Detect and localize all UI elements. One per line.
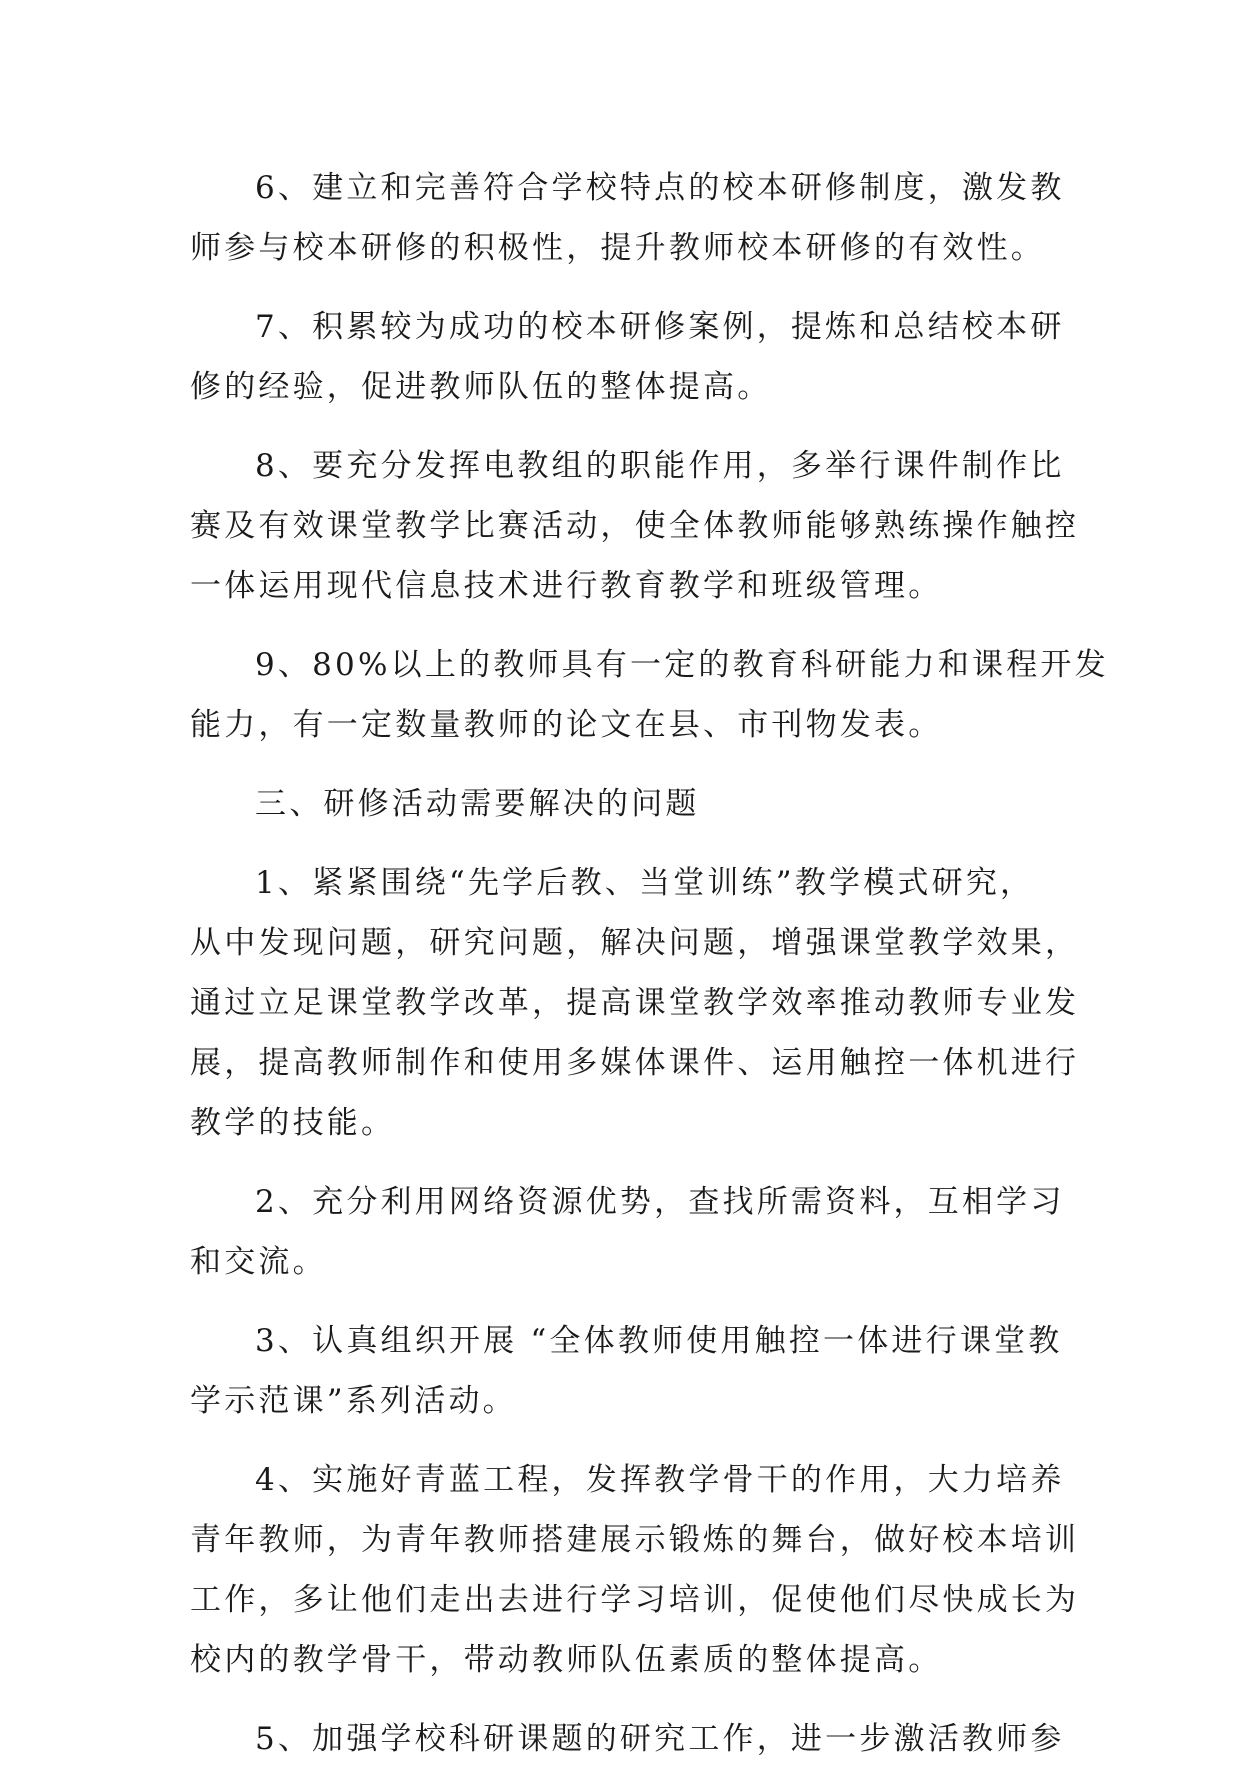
paragraph-8-line-3: 一体运用现代信息技术进行教育教学和班级管理。 [190,568,943,604]
section-heading: 三、研修活动需要解决的问题 [255,786,700,822]
paragraph-8-line-2: 赛及有效课堂教学比赛活动，使全体教师能够熟练操作触控 [190,508,1080,544]
item-4-line-1: 4、实施好青蓝工程，发挥教学骨干的作用，大力培养 [255,1462,1065,1498]
paragraph-9-line-2: 能力，有一定数量教师的论文在县、市刊物发表。 [190,707,943,743]
item-1-line-1: 1、紧紧围绕“先学后教、当堂训练”教学模式研究， [255,865,1035,901]
item-2-line-1: 2、充分利用网络资源优势，查找所需资料，互相学习 [255,1184,1065,1220]
paragraph-9-line-1: 9、80%以上的教师具有一定的教育科研能力和课程开发 [255,647,1109,683]
paragraph-6-line-1: 6、建立和完善符合学校特点的校本研修制度，激发教 [255,170,1065,206]
paragraph-7-line-2: 修的经验，促进教师队伍的整体提高。 [190,369,772,405]
item-1-line-5: 教学的技能。 [190,1105,396,1141]
item-4-line-4: 校内的教学骨干，带动教师队伍素质的整体提高。 [190,1642,943,1678]
item-2-line-2: 和交流。 [190,1244,327,1280]
item-1-line-2: 从中发现问题，研究问题，解决问题，增强课堂教学效果， [190,925,1080,961]
paragraph-7-line-1: 7、积累较为成功的校本研修案例，提炼和总结校本研 [255,309,1065,345]
item-3-line-2: 学示范课”系列活动。 [190,1383,517,1419]
document-body [190,158,1109,1769]
paragraph-6-line-2: 师参与校本研修的积极性，提升教师校本研修的有效性。 [190,230,1045,266]
item-1-line-3: 通过立足课堂教学改革，提高课堂教学效率推动教师专业发 [190,985,1080,1021]
item-4-line-2: 青年教师，为青年教师搭建展示锻炼的舞台，做好校本培训 [190,1522,1080,1558]
item-4-line-3: 工作，多让他们走出去进行学习培训，促使他们尽快成长为 [190,1582,1080,1618]
item-3-line-1: 3、认真组织开展 “全体教师使用触控一体进行课堂教 [255,1323,1063,1359]
paragraph-8-line-1: 8、要充分发挥电教组的职能作用，多举行课件制作比 [255,448,1065,484]
item-5-line-1: 5、加强学校科研课题的研究工作，进一步激活教师参 [255,1721,1065,1757]
item-1-line-4: 展，提高教师制作和使用多媒体课件、运用触控一体机进行 [190,1045,1080,1081]
